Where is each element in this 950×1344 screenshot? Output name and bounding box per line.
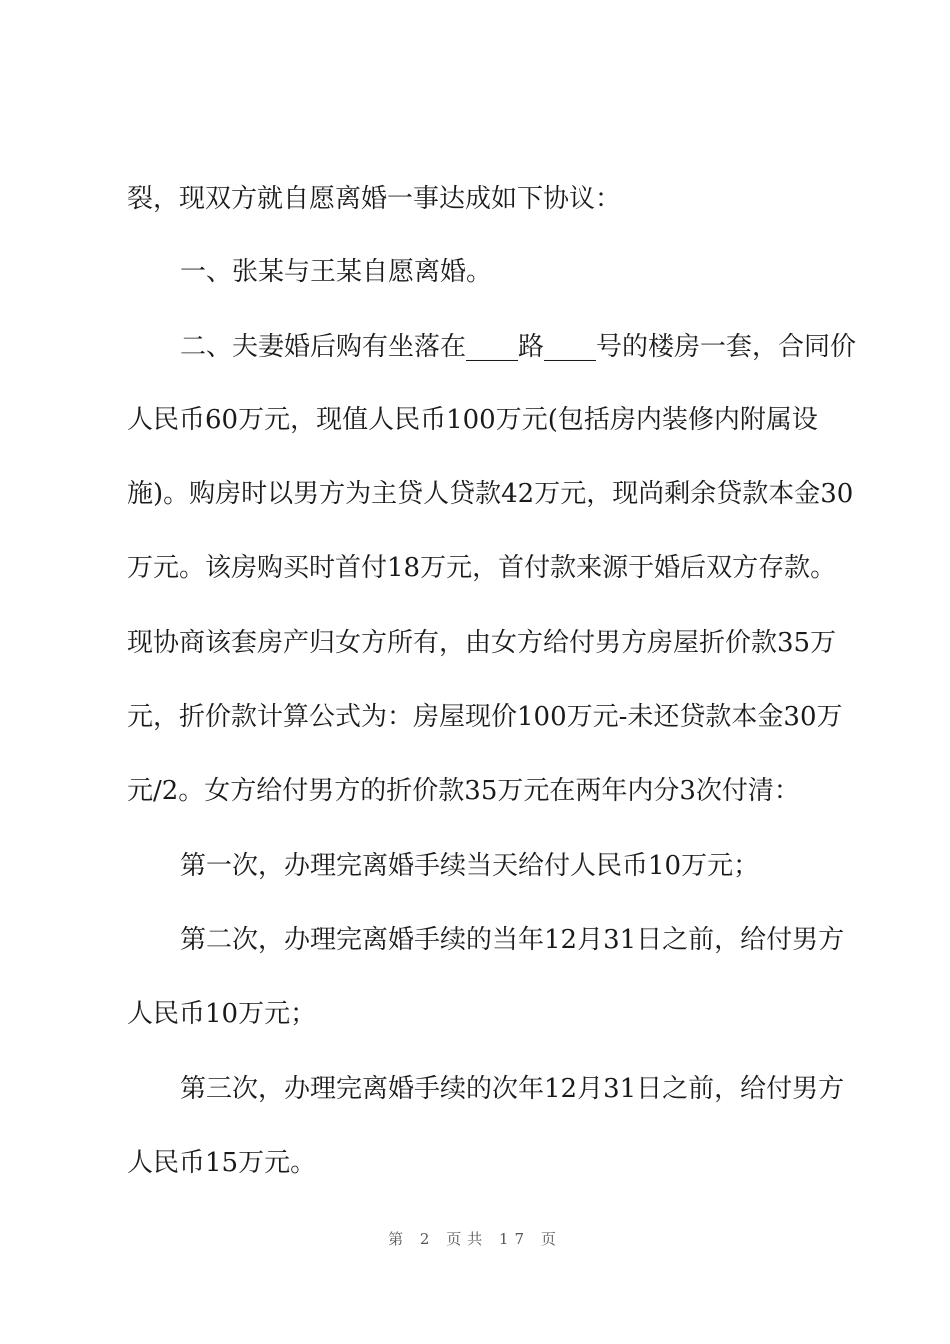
payment-second-line-2: 人民币10万元； [127, 999, 317, 1029]
payment-third-line-1: 第三次，办理完离婚手续的次年12月31日之前，给付男方 [180, 1074, 845, 1104]
paragraph-line-1: 裂，现双方就自愿离婚一事达成如下协议： [127, 184, 622, 214]
payment-first: 第一次，办理完离婚手续当天给付人民币10万元； [180, 851, 760, 881]
clause-two-line-6: 元，折价款计算公式为：房屋现价100万元-未还贷款本金30万 [127, 702, 843, 732]
clause-two-line-2: 人民币60万元，现值人民币100万元(包括房内装修内附属设 [127, 405, 818, 435]
payment-third-line-2: 人民币15万元。 [127, 1148, 317, 1178]
clause-one: 一、张某与王某自愿离婚。 [180, 257, 493, 287]
payment-second-line-1: 第二次，办理完离婚手续的当年12月31日之前，给付男方 [180, 925, 845, 955]
clause-two-line-5: 现协商该套房产归女方所有，由女方给付男方房屋折价款35万 [127, 628, 837, 658]
clause-two-line-4: 万元。该房购买时首付18万元，首付款来源于婚后双方存款。 [127, 553, 837, 583]
clause-two-line-3: 施)。购房时以男方为主贷人贷款42万元，现尚剩余贷款本金30 [127, 479, 854, 509]
clause-two-line-7: 元/2。女方给付男方的折价款35万元在两年内分3次付清： [127, 776, 800, 806]
page-number: 第 2 页共 17 页 [388, 1230, 562, 1248]
clause-two-line-1: 二、夫妻婚后购有坐落在____路____号的楼房一套，合同价 [180, 332, 857, 362]
